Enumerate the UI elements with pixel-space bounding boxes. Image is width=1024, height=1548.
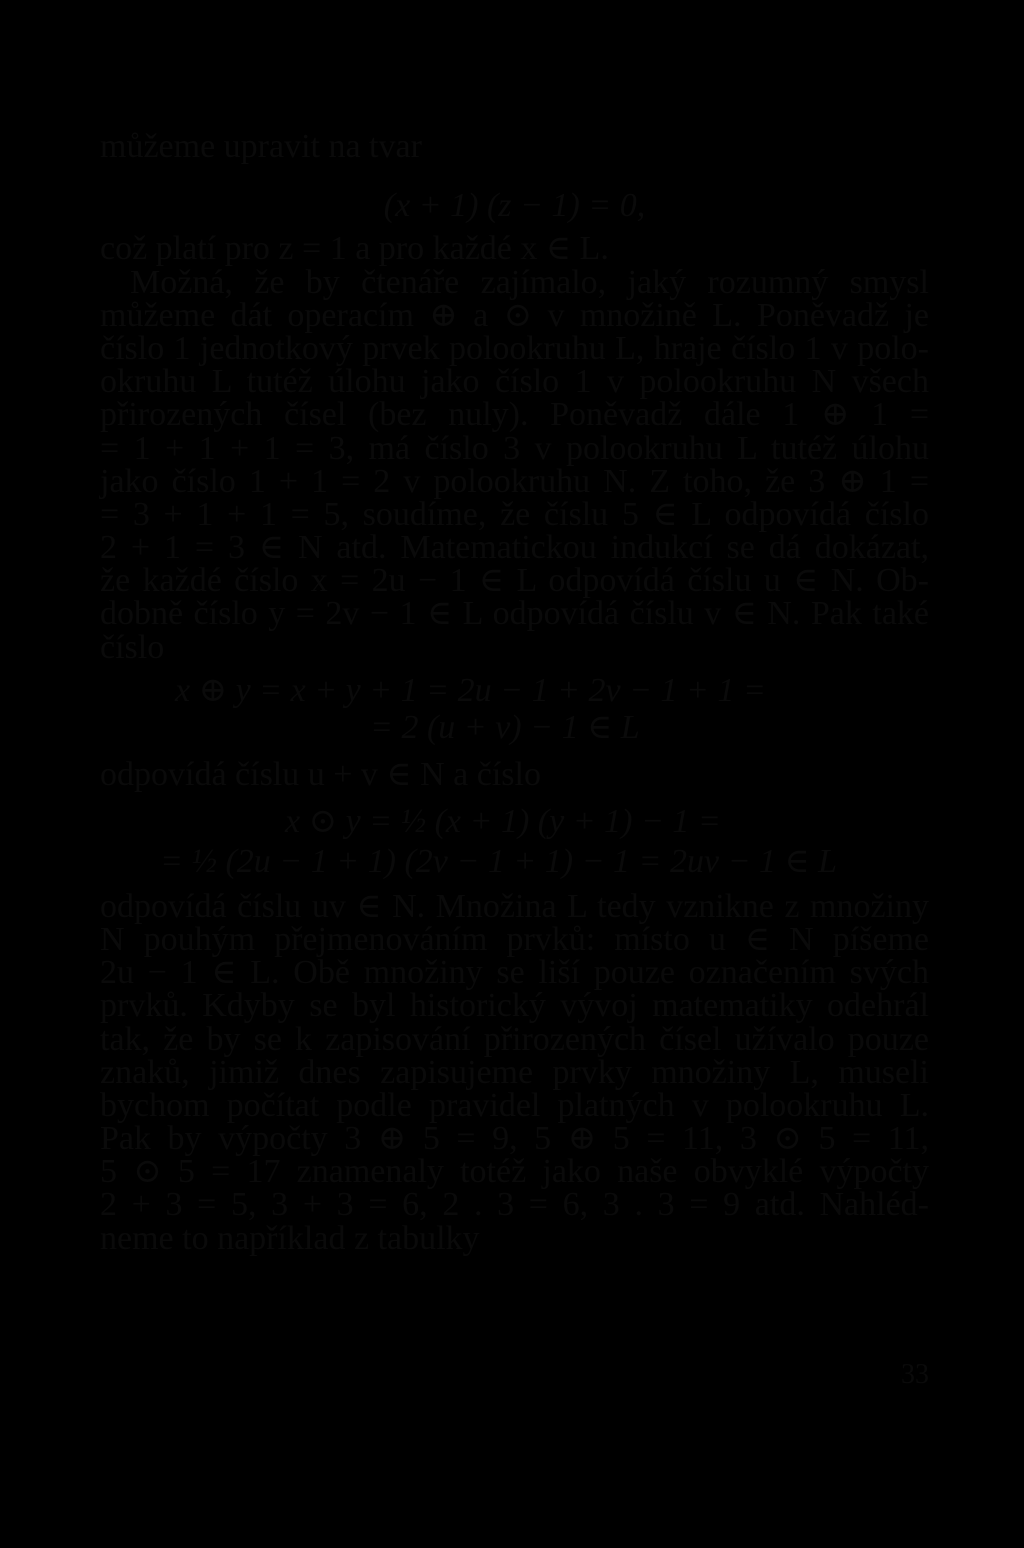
equation: (x + 1) (z − 1) = 0, <box>383 187 646 225</box>
text-line: odpovídá číslu uv ∈ N. Množina L tedy vznikne z množiny <box>100 887 929 925</box>
text-line: 2 + 3 = 5, 3 + 3 = 6, 2 . 3 = 6, 3 . 3 = 9 atd. Nahléd- <box>100 1186 929 1224</box>
text-line: že každé číslo x = 2u − 1 ∈ L odpovídá číslu u ∈ N. Ob- <box>100 562 929 600</box>
text-line: 5 ⊙ 5 = 17 znamenaly totéž jako naše obvyklé výpočty <box>100 1153 929 1191</box>
text-line: Možná, že by čtenáře zajímalo, jaký rozumný smysl <box>130 263 929 301</box>
text-line: neme to například z tabulky <box>100 1219 480 1257</box>
text-line: znaků, jimiž dnes zapisujeme prvky množiny L, museli <box>100 1053 929 1091</box>
text-line: přirozených čísel (bez nuly). Poněvadž dále 1 ⊕ 1 = <box>100 396 929 434</box>
equation: x ⊙ y = ½ (x + 1) (y + 1) − 1 = <box>285 803 721 841</box>
equation: = 2 (u + v) − 1 ∈ L <box>370 709 640 746</box>
text-line: tak, že by se k zapisování přirozených čísel užívalo pouze <box>100 1020 929 1058</box>
text-line: 2u − 1 ∈ L. Obě množiny se liší pouze označením svých <box>100 954 929 992</box>
text-line: můžeme upravit na tvar <box>100 128 422 165</box>
text-line: číslo 1 jednotkový prvek polookruhu L, hraje číslo 1 v polo- <box>100 329 929 367</box>
page-number: 33 <box>901 1359 929 1390</box>
text-line: odpovídá číslu u + v ∈ N a číslo <box>100 756 541 794</box>
text-line: číslo <box>100 628 165 666</box>
text-line: Pak by výpočty 3 ⊕ 5 = 9, 5 ⊕ 5 = 11, 3 ⊙ 5 = 11, <box>100 1120 929 1158</box>
text-line: = 3 + 1 + 1 = 5, soudíme, že číslu 5 ∈ L odpovídá číslo <box>100 495 929 533</box>
text-line: 2 + 1 = 3 ∈ N atd. Matematickou indukcí se dá dokázat, <box>100 529 929 567</box>
text-line: bychom počítat podle pravidel platných v polookruhu L. <box>100 1086 929 1124</box>
text-line: můžeme dát operacím ⊕ a ⊙ v množině L. Poněvadž je <box>100 296 929 334</box>
text-line: což platí pro z = 1 a pro každé x ∈ L. <box>100 230 609 268</box>
text-line: dobně číslo y = 2v − 1 ∈ L odpovídá číslu v ∈ N. Pak také <box>100 595 929 633</box>
text-line: prvků. Kdyby se byl historický vývoj matematiky odehrál <box>100 987 929 1025</box>
equation: x ⊕ y = x + y + 1 = 2u − 1 + 2v − 1 + 1 = <box>175 671 766 709</box>
text-line: okruhu L tutéž úlohu jako číslo 1 v polookruhu N všech <box>100 363 929 401</box>
equation: = ½ (2u − 1 + 1) (2v − 1 + 1) − 1 = 2uv − 1 ∈ L <box>160 842 838 880</box>
text-line: = 1 + 1 + 1 = 3, má číslo 3 v polookruhu L tutéž úlohu <box>100 429 929 467</box>
text-line: N pouhým přejmenováním prvků: místo u ∈ N píšeme <box>100 920 929 958</box>
text-line: jako číslo 1 + 1 = 2 v polookruhu N. Z toho, že 3 ⊕ 1 = <box>100 462 929 500</box>
